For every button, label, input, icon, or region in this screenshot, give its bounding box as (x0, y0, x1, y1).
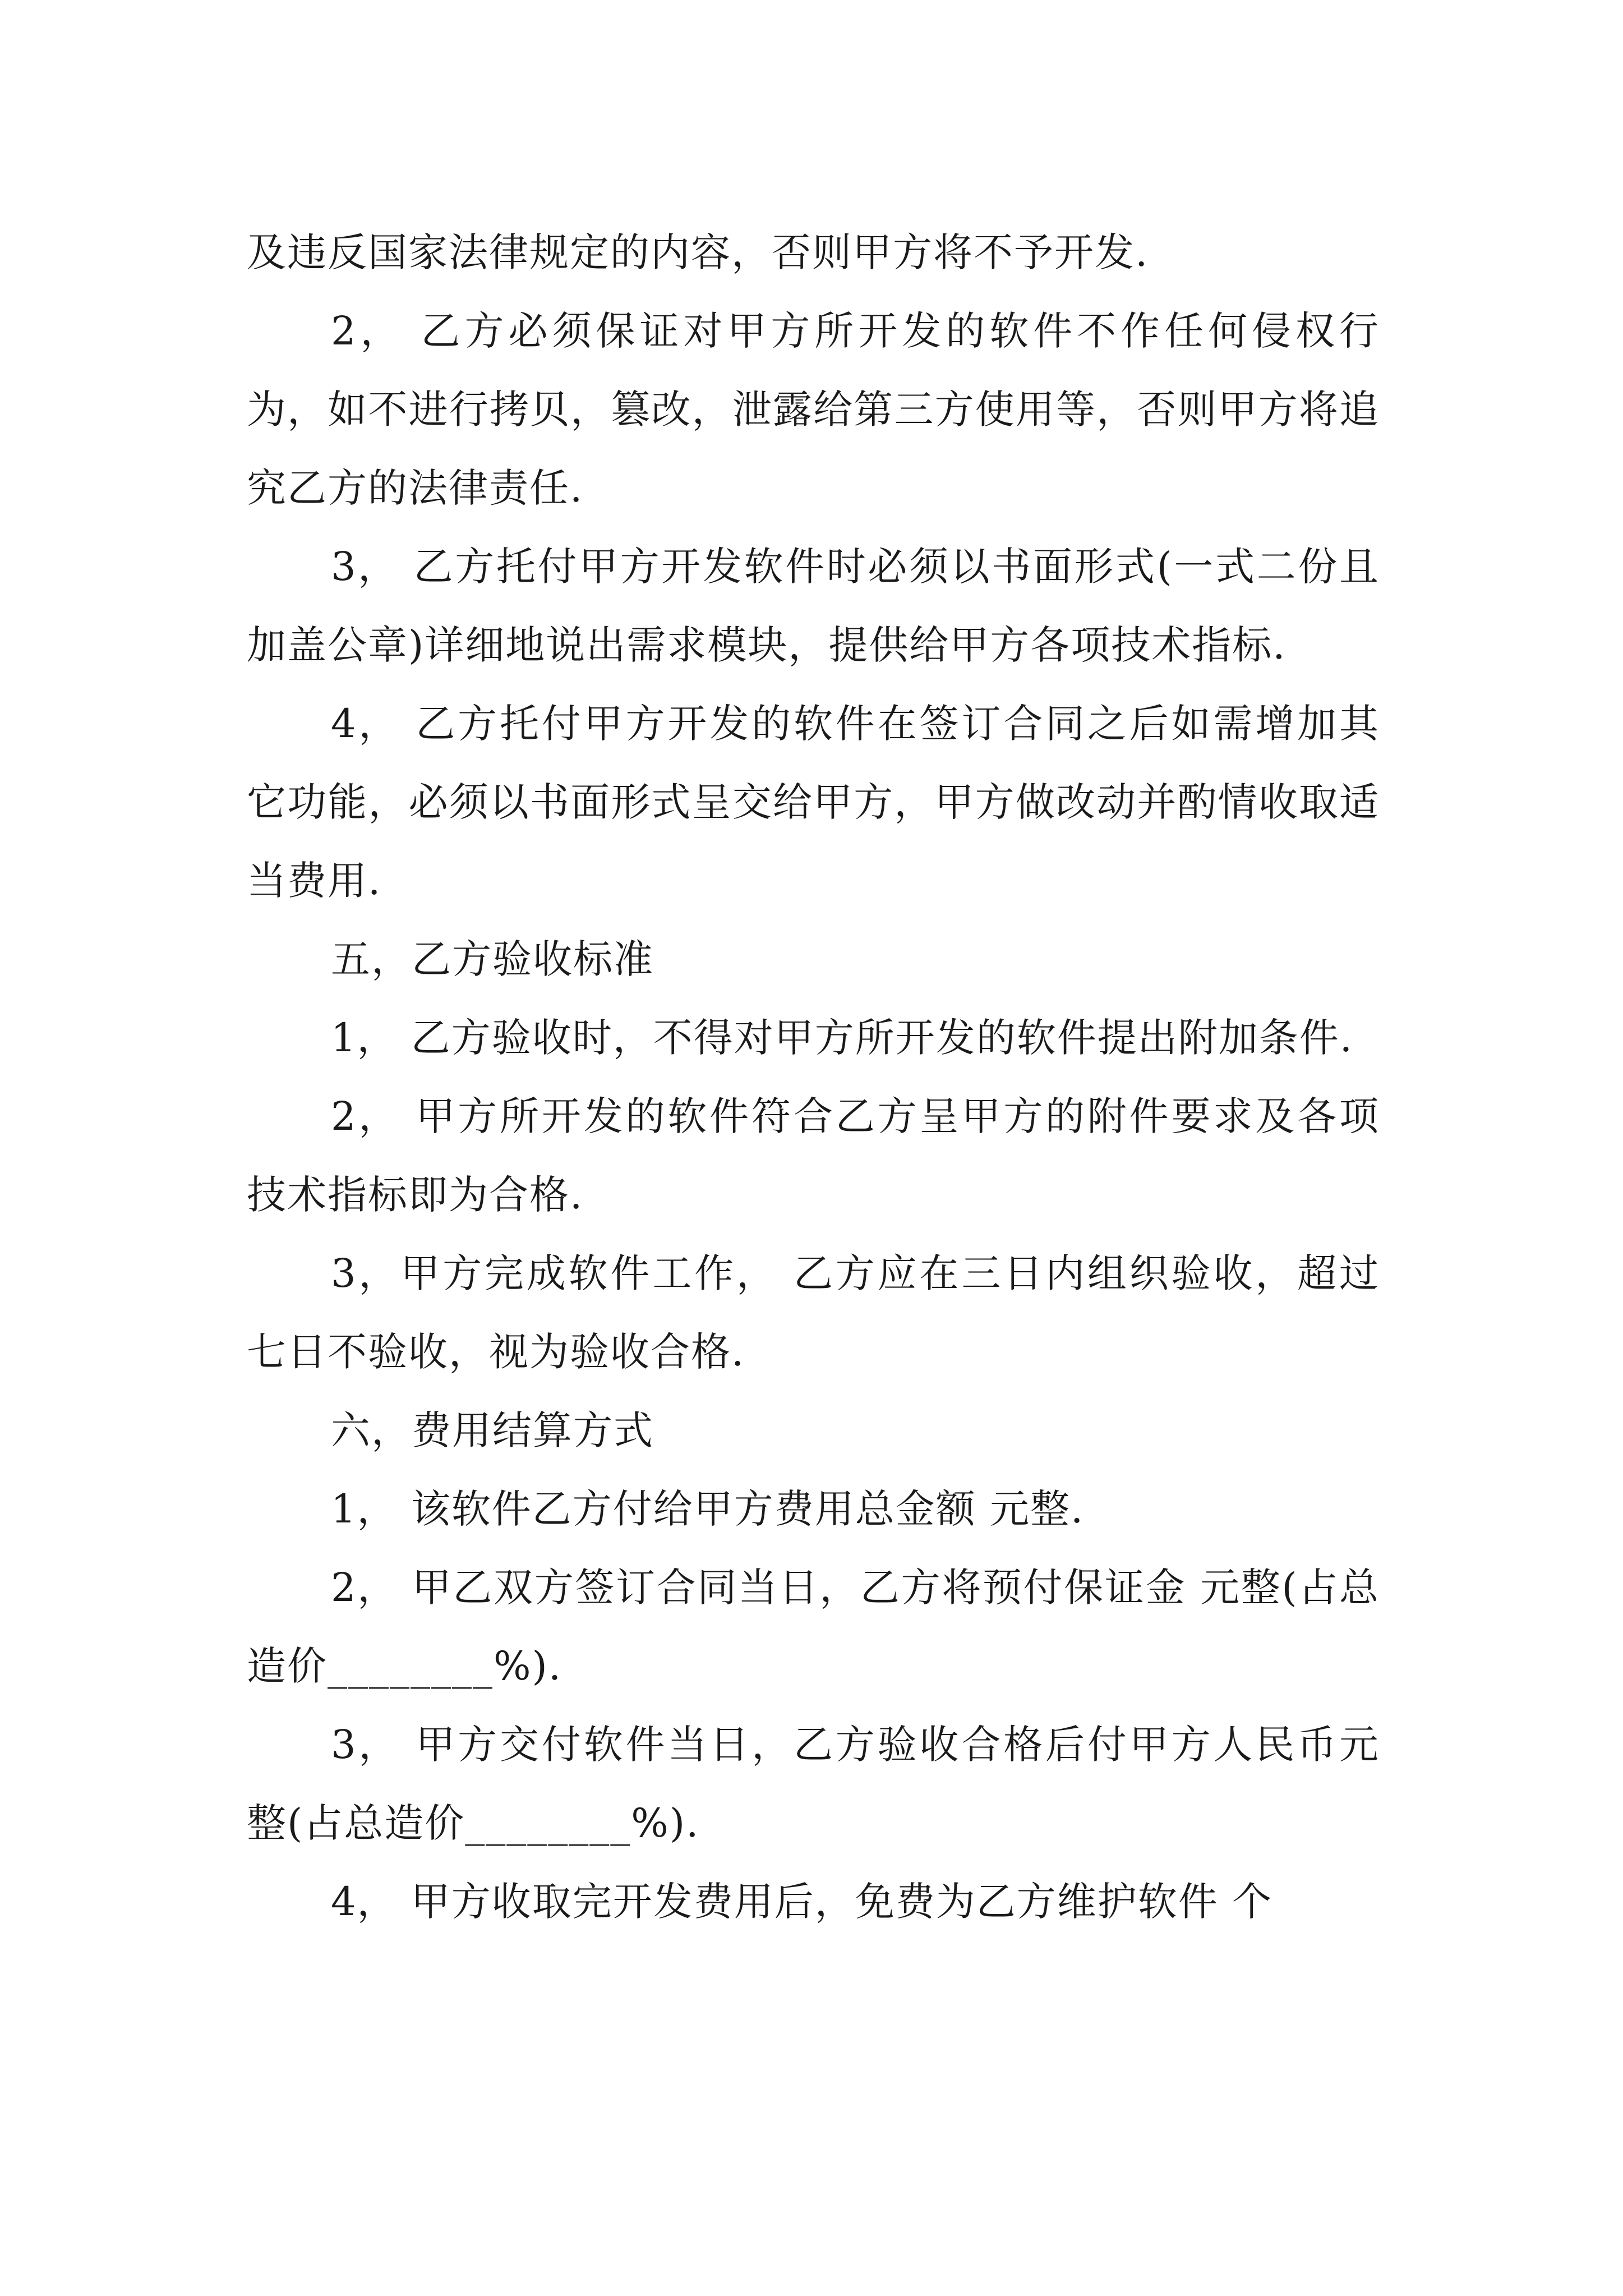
paragraph: 2， 乙方必须保证对甲方所开发的软件不作任何侵权行为，如不进行拷贝，篡改，泄露给第三方使用等，否则甲方将追究乙方的法律责任. (247, 308, 1380, 511)
paragraph: 1， 乙方验收时，不得对甲方所开发的软件提出附加条件. (331, 1015, 1354, 1061)
paragraph: 1， 该软件乙方付给甲方费用总金额 元整. (331, 1486, 1085, 1532)
section-heading: 六，费用结算方式 (331, 1407, 654, 1453)
paragraph: 2， 甲方所开发的软件符合乙方呈甲方的附件要求及各项技术指标即为合格. (247, 1093, 1380, 1218)
section-heading: 五，乙方验收标准 (331, 936, 654, 982)
paragraph: 2， 甲乙双方签订合同当日，乙方将预付保证金 元整(占总造价________%). (247, 1565, 1380, 1689)
document-body (247, 213, 1380, 1941)
paragraph: 3， 甲方交付软件当日，乙方验收合格后付甲方人民币元整(占总造价________%). (247, 1722, 1380, 1846)
paragraph: 及违反国家法律规定的内容，否则甲方将不予开发. (247, 229, 1149, 275)
paragraph: 4， 乙方托付甲方开发的软件在签订合同之后如需增加其它功能，必须以书面形式呈交给甲方，甲方做改动并酌情收取适当费用. (247, 701, 1380, 904)
paragraph: 3，甲方完成软件工作， 乙方应在三日内组织验收，超过七日不验收，视为验收合格. (247, 1250, 1380, 1375)
paragraph: 4， 甲方收取完开发费用后，免费为乙方维护软件 个 (331, 1879, 1273, 1925)
paragraph: 3， 乙方托付甲方开发软件时必须以书面形式(一式二份且加盖公章)详细地说出需求模块，提供给甲方各项技术指标. (247, 544, 1380, 668)
